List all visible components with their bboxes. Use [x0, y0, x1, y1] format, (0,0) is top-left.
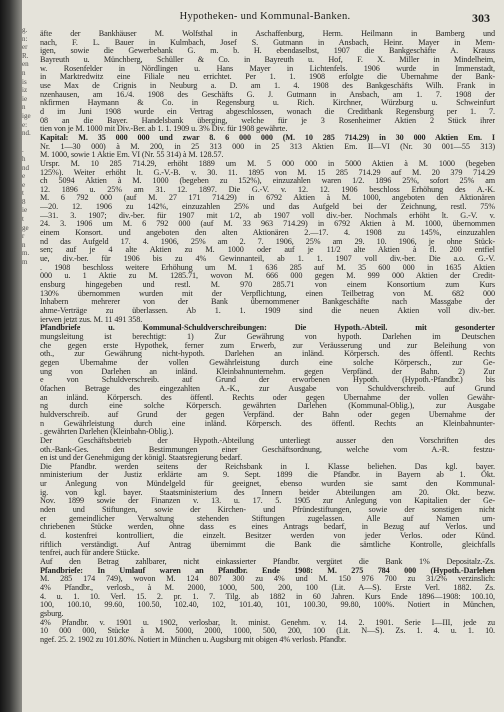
- margin-fragment: is: [22, 77, 27, 86]
- margin-fragment: 8: [22, 197, 26, 206]
- margin-fragment: e: [22, 172, 26, 181]
- text-line: Pfandbriefe u. Kommunal-Schuldverschreibungen: Die Hypoth.-Abteil. mit gesonderter: [40, 324, 495, 333]
- text-line: Urspr. M. 10 285 714.29, erhöht 1889 um M. 5 000 000 in 5000 Aktien à M. 1000 (begeben: [40, 159, 495, 168]
- text-line: er gemeindlicher Verwaltung stehenden Stiftungen zugelassen. Alle auf Namen um-: [40, 514, 495, 523]
- body-text: [40, 30, 495, 708]
- text-line: 12. 1896 u. 25% am 31. 12. 1897. Die G.-V. v. 12. 12. 1906 beschloss Erhöhung des A.-K.: [40, 185, 495, 194]
- text-line: gegen Übernahme der vollen Gewährleistung durch eine solche Körpersch., zur Ge-: [40, 358, 495, 367]
- margin-fragment: nd: [22, 163, 29, 172]
- text-line: nden und Stiftungen, sowie der Kirchen- und Pfründestiftungen, sowie der sonstigen nicht: [40, 506, 495, 515]
- margin-fragment: nd.: [22, 129, 31, 138]
- text-line: ur Anlegung von Mündelgeld für geeignet, ebenso wurden sie samt den Kommunal-: [40, 480, 495, 489]
- text-line: gsburg.: [40, 609, 64, 618]
- text-line: huldverschreib. auf Grund der gegen Verpfänd. der Bahn oder gegen Übernahme der: [40, 410, 495, 419]
- text-line: chriebenen Stücke werden, ohne dass es eines Antrags bedarf, in Bezug auf Verlos. und: [40, 523, 495, 532]
- text-line: Inhabern mehrerer von der Bank übernommener Bankgeschäfte nach Massgabe der: [40, 298, 495, 307]
- book-gutter-shadow: [0, 0, 22, 712]
- text-line: nach, F. L. Bauer in Kulmbach, Josef S. Gutmann in Ansbach, Heinr. Mayer in Mem-: [40, 38, 495, 47]
- margin-fragment: ie: [22, 94, 28, 103]
- margin-fragment: er: [22, 43, 28, 52]
- text-line: M. 285 174 749), wovon M. 124 807 300 zu 4% und M. 150 976 700 zu 31/2% verzinslich:: [40, 575, 495, 584]
- margin-fragment: e: [22, 180, 26, 189]
- text-line: an inländ. Körpersch. des öffentl. Rechts oder gegen Übernahme der vollen Gewähr-: [40, 393, 495, 402]
- text-line: Kapital: M. 35 000 000 und zwar 8. 6 000 000 (M. 10 285 714.29) in 30 000 Aktien Em. I: [40, 133, 495, 142]
- text-line: 4% Pfandbr. v. 1901 u. 1902, verlosbar, lt. minist. Genehm. v. 14. 2. 1901. Serie I—III, jede zu: [40, 618, 495, 627]
- text-line: nkfirmen Haymann & Co. in Regensburg u. Rich. Kirchner, Würzburg u. Schweinfurt: [40, 99, 495, 108]
- text-line: ahme-Verträge zu überlassen. Ab 1. 1. 1909 sind die neuen Aktien voll div.-ber.: [40, 307, 495, 315]
- text-line: in Marktredwitz eine Filiale neu errichtet. Per 1. 1. 1908 erfolgte die Übernahme der Bank-: [40, 73, 495, 82]
- text-line: 0fachen Betrage des eingezahlten A.-K., zur Ausgabe von Schuldverschreib. auf Grund: [40, 384, 495, 393]
- margin-fragment: r: [22, 232, 25, 241]
- text-line: 24. 3. 1906 um M. 6 792 000 (auf M. 33 963 714.29) in 6792 Aktien à M. 1000, übernommen: [40, 220, 495, 229]
- text-line: 4. u. 1. 10. Verl. 15. 2. pr. 1. 7. Tilg. ab 1882 in 60 Jahren. Kurs Ende 1896—1908: 100.10,: [40, 592, 495, 601]
- margin-fragment: ige: [22, 111, 31, 120]
- text-line: 130% übernommen wurden mit der Verpflichtung, einen Teilbetrag von M. 682 000: [40, 289, 495, 298]
- text-line: 4% Pfandbr., verlosb., à M. 2000, 1000, 500, 200, 100 (Lit. A—S). Erste Verl. 1882. Zs.: [40, 584, 495, 592]
- text-line: oth., zur Gewährung nicht-hypoth. Darlehen an inländ. Körpersch. des öffentl. Rechts: [40, 350, 495, 359]
- text-line: ig. von kgl. bayer. Staatsministerium des Innern beider Abteilungen am 20. Okt. bezw.: [40, 488, 495, 497]
- text-line: riftlich verständigt. Auf Antrag übernimmt die Bank die sämtliche Kontrolle, gleichfalls: [40, 540, 495, 549]
- text-line: sen; auf je 4 alte Aktien zu M. 1000 oder auf je 11/2 alte Aktien à fl. 200 entfiel: [40, 246, 495, 255]
- margin-fragment: e:: [22, 120, 28, 129]
- text-line: 100, 100.10, 99.60, 100.50, 102.40, 102, 101.40, 101, 100.30, 99.80, 100%. Notiert in München,: [40, 601, 495, 610]
- page-header: [36, 11, 494, 25]
- text-line: 10 000 000, Stücke à M. 5000, 2000, 1000, 500, 200, 100 (Lit. N—S). Zs. 1. 4. u. 1. 10.: [40, 627, 495, 636]
- margin-fragment: t: [22, 189, 24, 198]
- text-line: 000 u. 1 Aktie zu M. 1285.71, wovon M. 666 000 gegen M. 999 000 Aktien der Credit-: [40, 272, 495, 281]
- margin-fragment: m: [22, 258, 28, 267]
- text-line: 08 an die Bayer. Handelsbank überging, welche für je 3 Rosenheimer Aktien 2 Stück ihrer: [40, 116, 495, 125]
- text-line: ung von Darlehen an inländ. Kleinbahnunternehm. gegen Verpfänd. der Bahn. 2) Zur: [40, 367, 495, 376]
- text-line: nministerium der Justiz erklärte am 9. Sept. 1899 die Pfandbr. in Bayern ab 1. Okt.: [40, 471, 495, 480]
- text-line: M. 1000, sowie 1 Aktie Em. VI (Nr. 55 314) à M. 128.57.: [40, 151, 224, 160]
- text-line: e von Schuldverschreib. auf Grund der erworbenen Hypoth. (Hypoth.-Pfandbr.) bis: [40, 376, 495, 385]
- text-line: che gegen erste Hypothek, ferner zum Erwerb, zur Veräusserung und zur Beleihung von: [40, 341, 495, 350]
- text-line: einem Konsort. und angeboten den alten Aktionären 2.—17. 4. 1908 zu 145%, einzuzahlen: [40, 229, 495, 238]
- margin-fragment: ie: [22, 206, 28, 215]
- margin-fragment: h: [22, 154, 26, 163]
- text-line: ch 5094 Aktien à M. 1000 (begeben zu 152%), einzuzahlen waren 1/2. 1896 25%, sofort 25% am: [40, 177, 495, 186]
- text-line: . gewährten Darlehen (Kleinbahn-Oblig.).: [40, 428, 174, 437]
- text-line: —31. 3. 1907; div.-ber. für 1907 mit 1/2, ab 1907 voll div.-ber. Nochmals erhöht lt. G.-V. v.: [40, 211, 495, 220]
- text-line: d. kostenfrei kontrolliert, die einzelt. Besitzer werden von jeder Verlos. oder Künd.: [40, 532, 495, 541]
- margin-fragment: iz: [22, 86, 28, 95]
- margin-fragment: n: [22, 68, 26, 77]
- text-line: mungsleitung ist berechtigt: 1) Zur Gewährung von hypoth. Darlehen im Deutschen: [40, 332, 495, 341]
- text-line: w. Rosenfelder in Nördlingen u. Hans Mayer in Lichtenfels. 1906 wurde in Immenstadt,: [40, 64, 495, 73]
- text-line: äfte der Bankhäuser M. Wolfsthal in Aschaffenburg, Herm. Heilmann in Bamberg und: [40, 30, 495, 38]
- text-line: tien von je M. 1000 mit Div.-Ber. ab 1. 1. 1909 u. 3% Div. für 1908 gewährte.: [40, 125, 288, 134]
- text-line: ue, div.-ber. für 1906 bis zu 4% Gewinnanteil, ab 1. 1. 1907 voll div.-ber. Die a.o. G.-V.: [40, 255, 495, 264]
- margin-fragment: g.: [22, 26, 28, 34]
- page-number: 303: [472, 11, 490, 25]
- margin-fragment: n: [22, 240, 26, 249]
- text-line: d im Juni 1908 wurde ein Vertrag abgeschlossen, wonach die Creditbank Regensburg per 1. 7.: [40, 107, 495, 116]
- margin-fragment: .: [22, 146, 24, 155]
- text-line: Pfandbriefe: In Umlauf waren an Pfandbr. Ende 1908: M. 275 784 000 (Hypoth.-Darlehen: [40, 566, 495, 575]
- margin-fragment: ge: [22, 223, 29, 232]
- text-line: en ist und der Genehmigung der königl. Staatsregierung bedarf.: [40, 454, 243, 463]
- text-line: 125%). Weiter erhöht lt. G.-V.-B. v. 30. 11. 1895 von M. 15 285 714.29 auf M. 20 379 714.29: [40, 168, 495, 177]
- text-line: use Max de Crignis in Neuburg a. D. am 1. 4. 1908 des Bankgeschäfts Wilh. Frank in: [40, 81, 495, 90]
- text-line: igen, sowie die Gewerbebank G. m. b. H. ebendaselbst, 1907 die Bankgeschäfte A. Krauss: [40, 47, 495, 56]
- text-line: tenfrei, auch für andere Stücke.: [40, 549, 140, 558]
- previous-page-margin-fragment: [22, 26, 36, 267]
- text-line: nd das Aufgeld 17. 4. 1906, 25% am 2. 7. 1906, 25% am 29. 10. 1906, je ohne Stück-: [40, 237, 495, 246]
- text-line: oth.-Bank-Ges. den Bestimmungen einer Geschäftsordnung, welche vom A.-R. festzu-: [40, 445, 495, 454]
- text-line: Die Pfandbr. werden seitens der Reichsbank in I. Klasse beliehen. Das kgl. bayer.: [40, 462, 495, 471]
- text-line: Der Geschäftsbetrieb der Hypoth.-Abteilung unterliegt ausser den Vorschriften des: [40, 436, 495, 445]
- text-line: —20. 12. 1906 zu 142%, einzuzahlen 25% und das Aufgeld bei der Zeichnung, restl. 75%: [40, 203, 495, 212]
- margin-fragment: m.: [22, 249, 30, 258]
- text-line: ensburg hingegeben und restl. M. 970 285.71 von einem Konsortium zum Kurs: [40, 281, 495, 290]
- running-head: Hypotheken- und Kommunal-Banken.: [179, 11, 351, 22]
- text-line: Nov. 1899 sowie der Finanzen v. 13. u. 17. 5. 1905 zur Anlegung von Kapitalien der Ge-: [40, 497, 495, 506]
- text-line: M. 6 792 000 (auf M. 27 171 714.29) in 6792 Aktien à M. 1000, angeboten den Aktionären: [40, 194, 495, 203]
- text-line: ng durch eine solche Körpersch. gewährten Darlehen (Kommunal-Oblig.), zur Ausgabe: [40, 402, 495, 411]
- margin-fragment: n: [22, 103, 26, 112]
- text-line: . 1908 beschloss weitere Erhöhung um M. 1 636 285 auf M. 35 600 000 in 1635 Aktien: [40, 263, 495, 272]
- margin-fragment: n:: [22, 34, 28, 43]
- margin-fragment: en: [22, 60, 29, 69]
- text-line: ngef. 25. 2. 1902 zu 101.80%. Notiert in München u. Augsburg mit obigen 4% verlosb. Pfandbr.: [40, 635, 347, 644]
- text-line: nzenhausen, am 16./4. 1908 des Geschäfts G. J. Gutmann in Ansbach, am 1. 7. 1908 der: [40, 90, 495, 99]
- text-line: Auf den Betrag zahlbarer, nicht einkassierter Pfandbr. vergütet die Bank 1% Depositalz.-Zs.: [40, 558, 495, 567]
- margin-fragment: R.: [22, 51, 29, 60]
- margin-fragment: [22, 138, 36, 147]
- text-line: ierwen jetzt zus. M. 11 491 358.: [40, 315, 143, 324]
- text-line: Nr. 1—30 000) à M. 200, in 25 313 000 in 25 313 Aktien Em. II—VI (Nr. 30 001—55 313): [40, 142, 495, 151]
- text-line: n Gewährleistung durch eine inländ. Körpersch. des öffentl. Rechts an Kleinbahnunter-: [40, 419, 495, 428]
- margin-fragment: t: [22, 215, 24, 224]
- text-line: Bayreuth u. Münchberg, Schüller & Co. in Bayreuth u. Hof, F. X. Miller in Mindelheim,: [40, 55, 495, 64]
